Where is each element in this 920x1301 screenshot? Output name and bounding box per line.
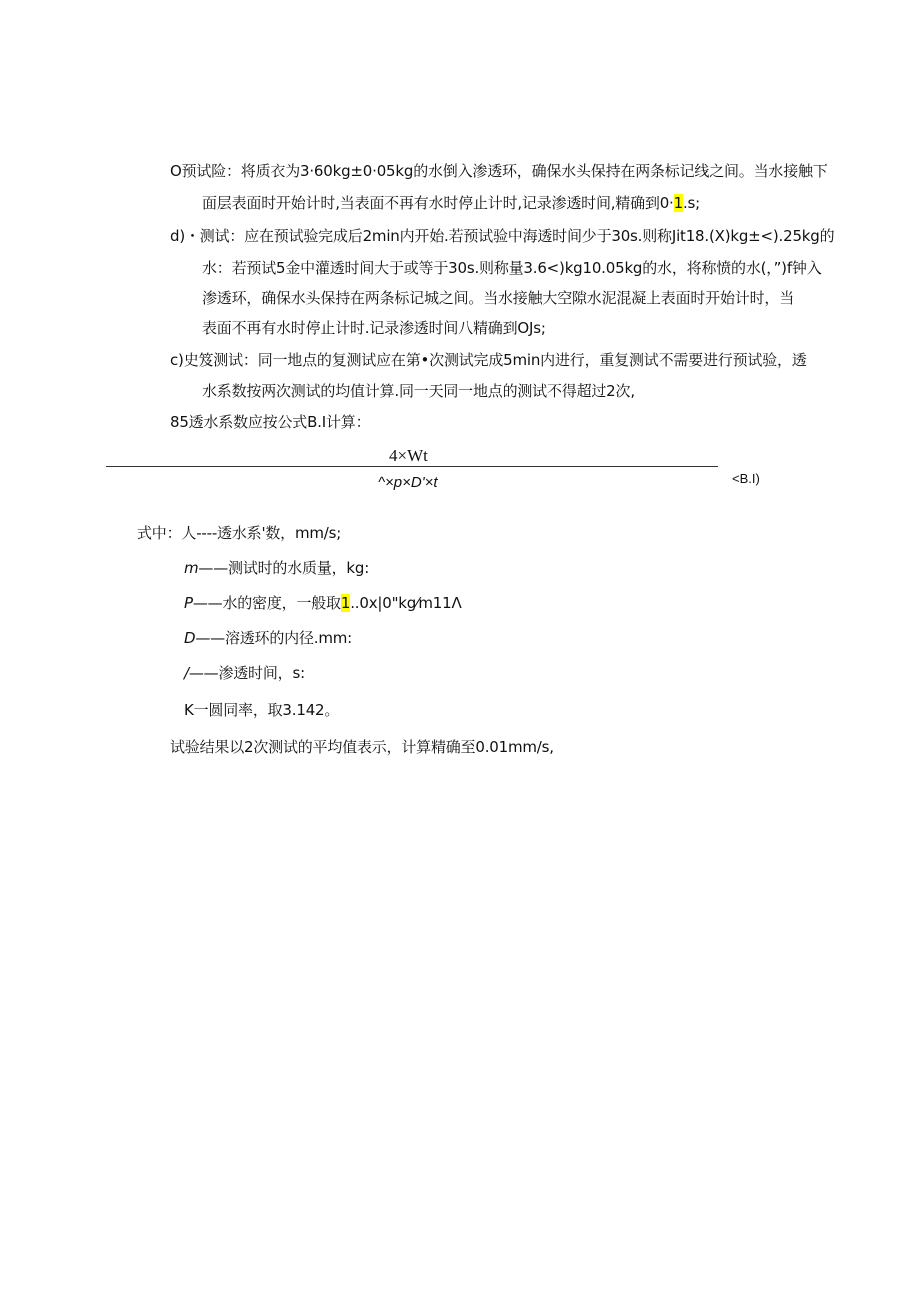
formula-numerator: 4×Wt xyxy=(389,446,428,465)
highlighted-digit: 1 xyxy=(673,194,683,212)
pretest-line-1 xyxy=(170,161,828,181)
def-time-text: ——渗透时间，s: xyxy=(188,664,305,682)
fraction-bar xyxy=(106,466,718,467)
def-pi: K一圆同率，取3.142。 xyxy=(184,701,340,719)
pretest-text: O预试险：将质衣为3·60kg±0·05kg的水倒入渗透环，确保水头保持在两条标记线之间。当水接触下 xyxy=(170,162,828,180)
symbol-m: m xyxy=(184,559,199,577)
formula-denominator: ^×p×D'×t xyxy=(378,474,438,491)
pretest-text: 面层表面时开始计时,当表面不再有水时停止计时,记录渗透时间,精确到0· xyxy=(202,194,674,212)
def-density-value: ..0x|0"kg⁄m11Λ xyxy=(350,594,462,612)
def-time xyxy=(184,663,305,683)
def-density-text: ——水的密度，一般取 xyxy=(192,594,341,612)
definitions-intro: 式中：人----透水系'数，mm/s; xyxy=(137,524,342,542)
test-line-3: 渗透环，确保水头保持在两条标记城之间。当水接触大空隙水泥混凝上表面时开始计时，当 xyxy=(202,289,795,307)
def-diameter xyxy=(184,628,352,648)
def-mass-text: ——测试时的水质量，kg: xyxy=(198,559,370,577)
def-density xyxy=(184,593,462,613)
equation-number: <B.I) xyxy=(732,471,760,486)
test-line-1: d)・测试：应在预试验完成后2min内开始.若预试验中海透时间少于30s.则称Jit18.(X)kg±<).25kg的 xyxy=(170,227,835,245)
def-mass xyxy=(184,558,369,578)
highlighted-digit: 1 xyxy=(340,594,351,612)
def-diameter-text: ——溶透环的内径.mm: xyxy=(195,629,353,647)
test-line-2: 水：若预试5金中灌透时间大于或等于30s.则称量3.6<)kg10.05kg的水，将称愤的水(，”)f钟入 xyxy=(202,259,822,277)
repeat-line-1: c)史笈测试：同一地点的复测试应在第•次测试完成5min内进行，重复测试不需要进行预试验，透 xyxy=(170,351,807,369)
pretest-text-end: .s; xyxy=(682,194,701,212)
test-line-4: 表面不再有水时停止计时.记录渗透时间八精确到OJs; xyxy=(202,319,546,337)
formula-intro: 85透水系数应按公式B.I计算： xyxy=(170,413,371,431)
repeat-line-2: 水系数按两次测试的均值计算.同一天同一地点的测试不得超过2次, xyxy=(202,382,635,400)
symbol-t: / xyxy=(184,664,189,682)
result-statement: 试验结果以2次测试的平均值表示，计算精确至0.01mm/s, xyxy=(170,738,554,756)
pretest-line-2 xyxy=(202,193,700,213)
symbol-p: P xyxy=(184,594,193,612)
symbol-d: D xyxy=(184,629,196,647)
